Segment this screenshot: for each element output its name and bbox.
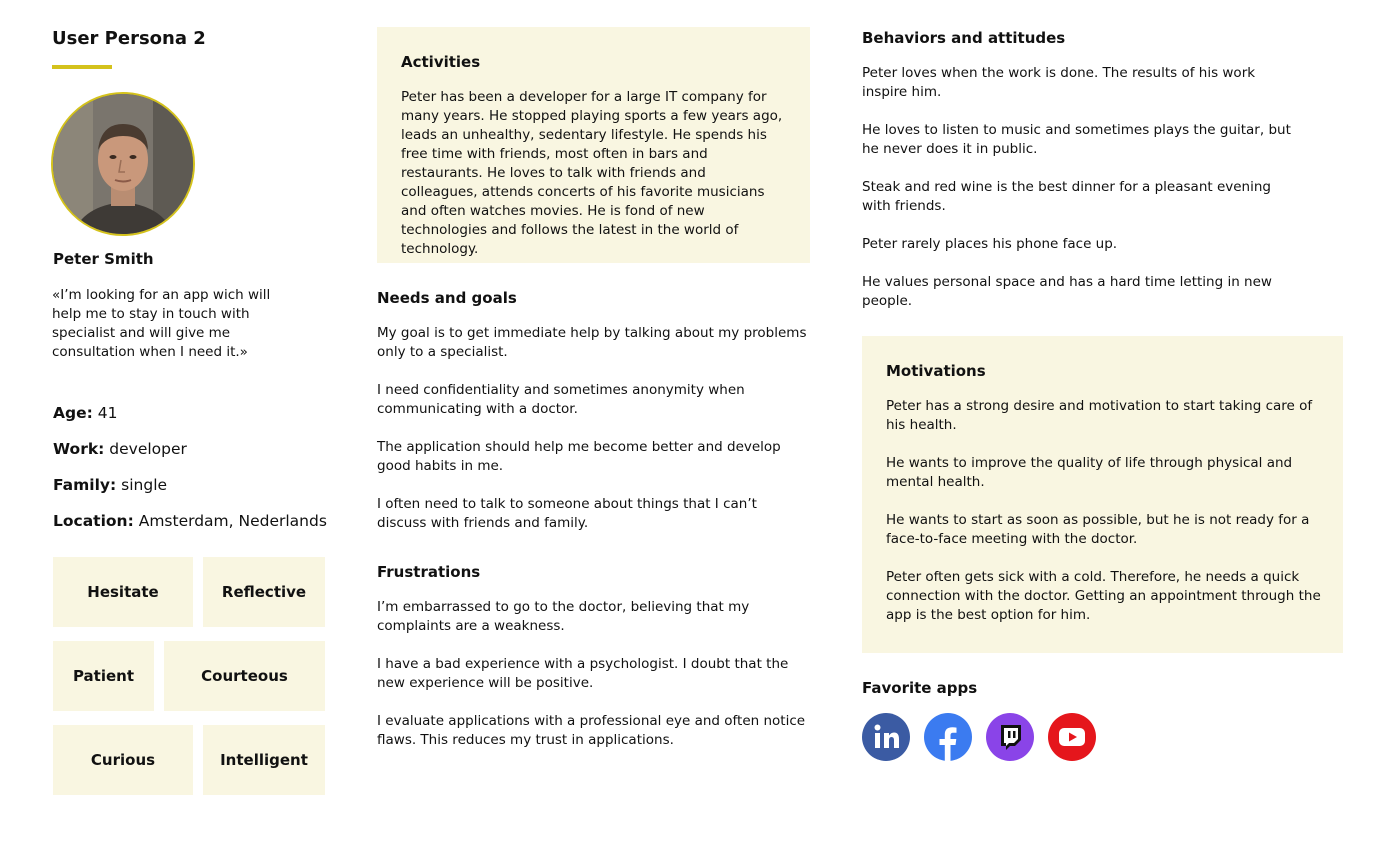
youtube-icon[interactable]	[1048, 713, 1096, 761]
behaviors-item: He loves to listen to music and sometimes plays the guitar, but he never does it in public.	[862, 122, 1291, 157]
motivations-item: He wants to improve the quality of life through physical and mental health.	[886, 455, 1293, 490]
trait-tag: Curious	[53, 725, 193, 795]
behaviors-item: Peter loves when the work is done. The results of his work inspire him.	[862, 65, 1256, 100]
fact-value: single	[121, 476, 168, 494]
apps-title: Favorite apps	[862, 679, 978, 697]
title-underline	[52, 65, 112, 69]
needs-item: The application should help me become better and develop good habits in me.	[377, 439, 781, 474]
motivations-title: Motivations	[886, 362, 986, 380]
fact-age	[53, 404, 117, 422]
fact-family	[53, 476, 167, 494]
motivations-item: Peter often gets sick with a cold. Therefore, he needs a quick connection with the doctor. Getting an appointment through the app is the best option for him.	[886, 569, 1321, 623]
fact-label: Work:	[53, 440, 105, 458]
motivations-item: He wants to start as soon as possible, but he is not ready for a face-to-face meeting with the doctor.	[886, 512, 1310, 547]
trait-tag: Courteous	[164, 641, 325, 711]
person-photo-icon	[53, 94, 193, 234]
facebook-icon[interactable]	[924, 713, 972, 761]
fact-location	[53, 512, 327, 530]
persona-quote: «I’m looking for an app wich will help me to stay in touch with specialist and will give me consultation when I need it.»	[52, 287, 271, 360]
needs-title: Needs and goals	[377, 289, 517, 307]
behaviors-title: Behaviors and attitudes	[862, 29, 1066, 47]
frustrations-item: I’m embarrassed to go to the doctor, believing that my complaints are a weakness.	[377, 599, 750, 634]
frustrations-title: Frustrations	[377, 563, 481, 581]
linkedin-icon[interactable]	[862, 713, 910, 761]
behaviors-item: He values personal space and has a hard time letting in new people.	[862, 274, 1272, 309]
needs-item: I need confidentiality and sometimes anonymity when communicating with a doctor.	[377, 382, 745, 417]
twitch-icon[interactable]	[986, 713, 1034, 761]
trait-tag: Reflective	[203, 557, 325, 627]
fact-work	[53, 440, 187, 458]
trait-tag: Patient	[53, 641, 154, 711]
behaviors-item: Steak and red wine is the best dinner for a pleasant evening with friends.	[862, 179, 1271, 214]
page-title: User Persona 2	[52, 28, 206, 49]
trait-tag: Intelligent	[203, 725, 325, 795]
fact-label: Location:	[53, 512, 134, 530]
fact-value: 41	[97, 404, 118, 422]
frustrations-item: I have a bad experience with a psychologist. I doubt that the new experience will be positive.	[377, 656, 789, 691]
frustrations-item: I evaluate applications with a professional eye and often notice flaws. This reduces my trust in applications.	[377, 713, 806, 748]
motivations-card	[862, 336, 1343, 653]
activities-card	[377, 27, 810, 263]
needs-item: My goal is to get immediate help by talking about my problems only to a specialist.	[377, 325, 807, 360]
fact-label: Family:	[53, 476, 117, 494]
trait-tag: Hesitate	[53, 557, 193, 627]
avatar	[51, 92, 195, 236]
fact-label: Age:	[53, 404, 93, 422]
activities-text: Peter has been a developer for a large IT company for many years. He stopped playing sports a few years ago, leads an unhealthy, sedentary lifestyle. He spends his free time with friends, most often in bars and restaurants. He loves to talk with friends and colleagues, attends concerts of his favorite musicians and often watches movies. He is fond of new technologies and follows the latest in the world of technology.	[401, 89, 783, 257]
fact-value: developer	[109, 440, 187, 458]
fact-value: Amsterdam, Nederlands	[138, 512, 327, 530]
persona-name: Peter Smith	[53, 250, 154, 268]
behaviors-item: Peter rarely places his phone face up.	[862, 236, 1118, 252]
motivations-item: Peter has a strong desire and motivation to start taking care of his health.	[886, 398, 1313, 433]
needs-item: I often need to talk to someone about things that I can’t discuss with friends and family.	[377, 496, 757, 531]
activities-title: Activities	[401, 53, 481, 71]
